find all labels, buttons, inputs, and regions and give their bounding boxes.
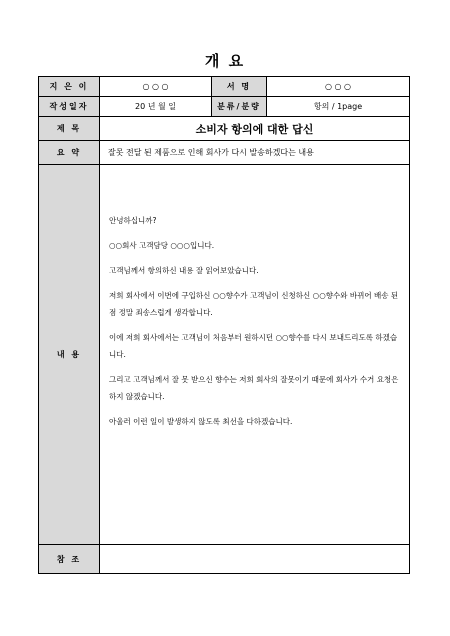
paragraph-no-return: 그리고 고객님께서 잘 못 받으신 향수는 저희 회사의 잘못이기 때문에 회사가 수거 요청은 하지 않겠습니다. — [109, 375, 399, 401]
date-label: 작성일자 — [39, 97, 100, 117]
subject-value: 소비자 항의에 대한 답신 — [100, 117, 410, 141]
reference-value — [100, 545, 410, 574]
paragraph-intro: ○○회사 고객담당 ○○○입니다. — [109, 241, 215, 250]
subject-label: 제 목 — [39, 117, 100, 141]
category-label: 분류/분량 — [212, 97, 267, 117]
summary-value: 잘못 전달 된 제품으로 인해 회사가 다시 발송하겠다는 내용 — [100, 141, 410, 165]
paragraph-acknowledge: 고객님께서 항의하신 내용 잘 읽어보았습니다. — [109, 266, 259, 275]
summary-form — [38, 76, 410, 574]
content-body — [100, 165, 410, 545]
writer-label: 지 은 이 — [39, 77, 100, 97]
sign-value: ○ ○ ○ — [267, 77, 410, 97]
document-title: 개 요 — [204, 52, 246, 70]
paragraph-greeting: 안녕하십니까? — [109, 216, 157, 225]
sign-label: 서 명 — [212, 77, 267, 97]
reference-label: 참 조 — [39, 545, 100, 574]
category-value: 항의 / 1page — [267, 97, 410, 117]
paragraph-resend: 이에 저희 회사에서는 고객님이 처음부터 원하시던 ○○향수를 다시 보내드리도록 하겠습니다. — [109, 333, 398, 359]
writer-value: ○ ○ ○ — [100, 77, 212, 97]
paragraph-closing: 아울러 이런 일이 발생하지 않도록 최선을 다하겠습니다. — [109, 417, 293, 426]
content-label: 내 용 — [39, 165, 100, 545]
paragraph-apology: 저희 회사에서 이번에 구입하신 ○○향수가 고객님이 신청하신 ○○향수와 바뀌어 배송 된 점 정말 죄송스럽게 생각합니다. — [109, 291, 399, 317]
summary-label: 요 약 — [39, 141, 100, 165]
date-value: 20 년 월 일 — [100, 97, 212, 117]
